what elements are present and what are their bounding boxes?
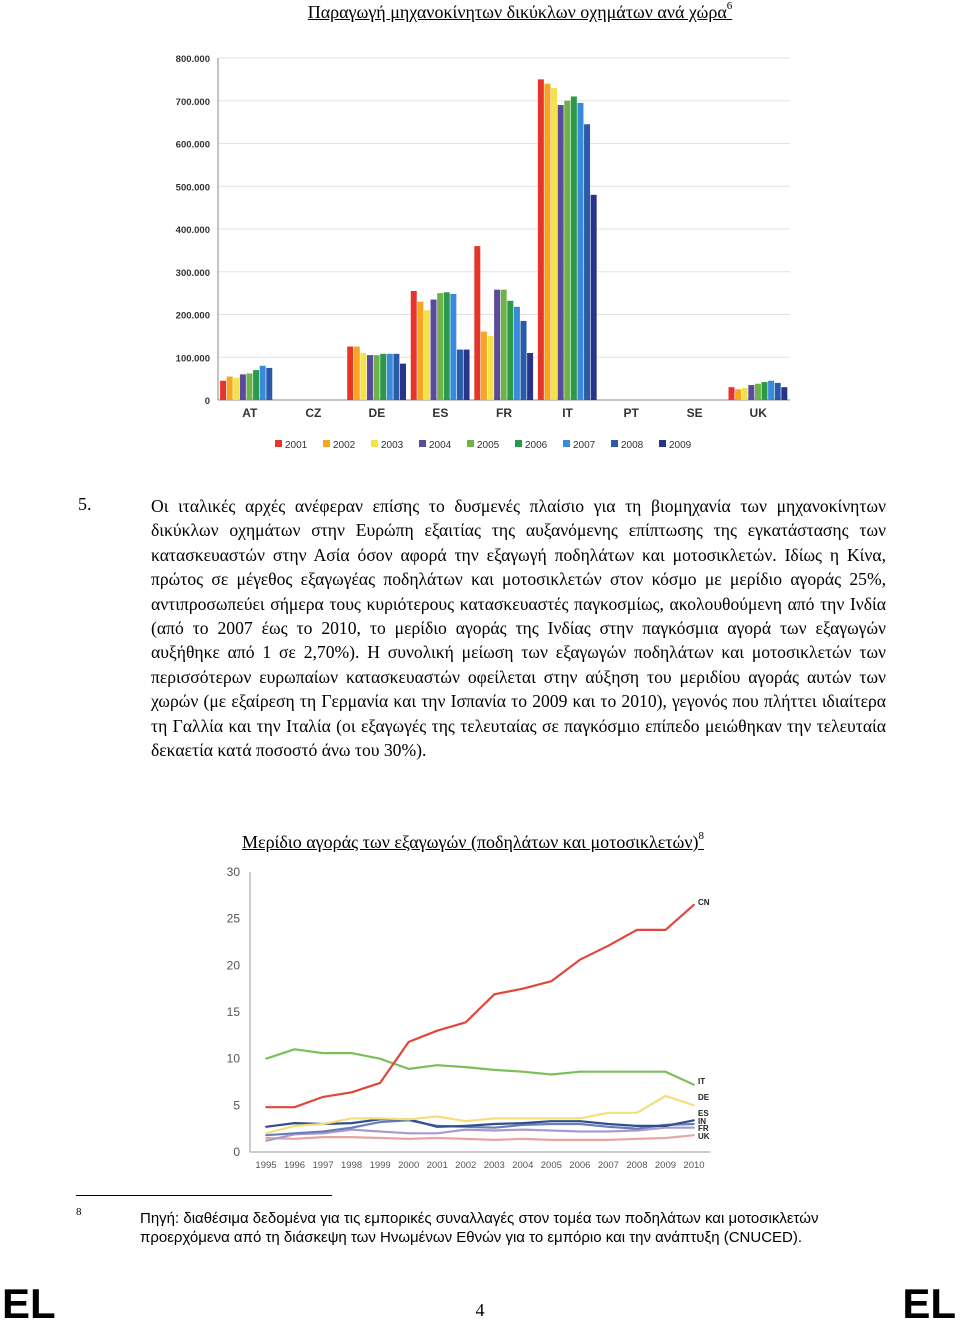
line-x-tick-label: 1998 <box>341 1160 363 1171</box>
line-point-UK <box>493 1139 495 1141</box>
line-point-ES <box>665 1125 667 1127</box>
footnote-separator <box>76 1195 332 1196</box>
bar-AT-2006 <box>253 370 259 400</box>
bar-DE-2007 <box>387 354 393 400</box>
line-point-DE <box>436 1116 438 1118</box>
legend-label: 2005 <box>477 440 500 451</box>
line-label-IN: IN <box>698 1117 706 1126</box>
line-point-DE <box>665 1095 667 1097</box>
bar-IT-2008 <box>584 124 590 400</box>
bar-UK-2001 <box>729 387 735 400</box>
legend-label: 2006 <box>525 440 548 451</box>
bar-IT-2003 <box>551 88 557 400</box>
line-x-tick-label: 2008 <box>626 1160 648 1171</box>
line-x-tick-label: 2005 <box>540 1160 562 1171</box>
legend-swatch-2001 <box>275 440 282 447</box>
line-point-UK <box>608 1139 610 1141</box>
line-point-CN <box>322 1096 324 1098</box>
line-point-UK <box>579 1139 581 1141</box>
line-point-FR <box>579 1131 581 1133</box>
chart2-title <box>242 832 704 853</box>
bar-y-tick-label: 700.000 <box>175 96 210 108</box>
line-point-UK <box>636 1138 638 1140</box>
bar-FR-2006 <box>507 301 513 400</box>
bar-AT-2001 <box>220 381 226 400</box>
legend-swatch-2002 <box>323 440 330 447</box>
line-x-tick-label: 2003 <box>483 1160 505 1171</box>
line-label-IT: IT <box>698 1077 706 1086</box>
bar-ES-2003 <box>424 310 430 400</box>
line-point-DE <box>493 1118 495 1120</box>
line-y-tick-label: 15 <box>226 1005 240 1019</box>
legend-label: 2008 <box>621 440 644 451</box>
line-point-FR <box>550 1130 552 1132</box>
line-point-FR <box>379 1131 381 1133</box>
bar-UK-2002 <box>735 389 741 400</box>
line-point-CN <box>265 1106 267 1108</box>
bar-FR-2007 <box>514 307 520 400</box>
line-point-FR <box>465 1129 467 1131</box>
paragraph-text: Οι ιταλικές αρχές ανέφεραν επίσης το δυσμενές πλαίσιο για τη βιομηχανία των μηχανοκίνητων δικύκλων οχημάτων στην Ευρώπη εξαιτίας της αυξανόμενης επίπτωσης της εγκατάστασης των κατασκευαστών στην Ασία όσον αφορά την εξαγωγή ποδηλάτων και μοτοσικλετών. Ιδίως η Κίνα, πρώτος σε μέγεθος εξαγωγέας ποδηλάτων και μοτοσικλετών στον κόσμο με μερίδιο αγοράς 25%, αντιπροσωπεύει σήμερα τους κυριότερους κατασκευαστές παγκοσμίως, ακολουθούμενη από την Ινδία (από το 2007 έως το 2010, το μερίδιο αγοράς της Ινδίας στην παγκόσμια αγορά των εξαγωγών αυξήθηκε από 1 σε 2,70%). Η συνολική μείωση των εξαγωγών ποδηλάτων και μοτοσικλετών των περισσότερων ευρωπαίων κατασκευαστών οφείλεται στην αύξηση του μεριδίου αγοράς αυτών των χωρών (με εξαίρεση τη Γερμανία και την Ισπανία το 2009 και το 2010), γεγονός που πλήττει ιδιαίτερα τη Γαλλία και την Ιταλία (οι εξαγωγές της τελευταίας σε παγκόσμιο επίπεδο μειώθηκαν την τελευταία δεκαετία κατά ποσοστό άνω του 30%). <box>151 496 886 761</box>
legend-swatch-2006 <box>515 440 522 447</box>
line-point-ES <box>693 1119 695 1121</box>
line-point-IT <box>265 1058 267 1060</box>
line-y-tick-label: 20 <box>226 958 240 973</box>
line-point-IN <box>351 1127 353 1129</box>
bar-x-tick-label: SE <box>686 406 703 420</box>
bar-ES-2002 <box>417 302 423 400</box>
bar-x-tick-label: AT <box>242 406 258 420</box>
line-point-DE <box>351 1118 353 1120</box>
bar-x-tick-label: DE <box>368 406 386 420</box>
chart2-title-text: Μερίδιο αγοράς των εξαγωγών (ποδηλάτων και μοτοσικλετών) <box>242 832 699 852</box>
line-point-FR <box>408 1132 410 1134</box>
bar-DE-2003 <box>360 353 366 400</box>
bar-UK-2007 <box>768 381 774 400</box>
line-point-IT <box>465 1066 467 1068</box>
line-series-UK <box>266 1135 694 1140</box>
line-point-IT <box>408 1068 410 1070</box>
line-point-UK <box>522 1138 524 1140</box>
line-label-UK: UK <box>698 1132 710 1141</box>
line-x-tick-label: 1999 <box>369 1160 391 1171</box>
line-point-CN <box>579 959 581 961</box>
bar-y-tick-label: 800.000 <box>175 54 210 65</box>
line-point-FR <box>665 1127 667 1129</box>
line-point-IN <box>322 1131 324 1133</box>
line-point-IT <box>493 1069 495 1071</box>
bar-IT-2007 <box>577 103 583 400</box>
legend-swatch-2005 <box>467 440 474 447</box>
language-code-left: EL <box>2 1280 56 1327</box>
line-point-DE <box>322 1123 324 1125</box>
line-point-CN <box>636 929 638 931</box>
line-point-UK <box>294 1138 296 1140</box>
line-x-tick-label: 1997 <box>312 1160 334 1171</box>
line-point-UK <box>379 1137 381 1139</box>
line-point-ES <box>636 1125 638 1127</box>
bar-y-tick-label: 100.000 <box>175 353 210 365</box>
line-y-tick-label: 0 <box>233 1145 240 1159</box>
line-point-DE <box>636 1112 638 1114</box>
bar-AT-2005 <box>246 373 252 400</box>
line-point-CN <box>436 1030 438 1032</box>
line-x-tick-label: 2004 <box>512 1160 534 1171</box>
bar-DE-2002 <box>354 347 360 400</box>
line-point-FR <box>493 1130 495 1132</box>
legend-swatch-2007 <box>563 440 570 447</box>
line-point-IN <box>493 1127 495 1129</box>
chart2-title-footnote-ref: 8 <box>698 830 704 842</box>
line-point-IT <box>322 1052 324 1054</box>
chart1-title-footnote-ref: 6 <box>726 0 733 12</box>
bar-IT-2004 <box>558 105 564 400</box>
production-bar-chart <box>160 40 800 460</box>
line-series-CN <box>266 905 694 1107</box>
bar-UK-2008 <box>775 383 781 400</box>
legend-label: 2009 <box>669 440 692 451</box>
line-point-FR <box>522 1129 524 1131</box>
line-point-IT <box>579 1071 581 1073</box>
line-point-CN <box>493 993 495 995</box>
line-y-tick-label: 5 <box>233 1098 240 1113</box>
legend-swatch-2004 <box>419 440 426 447</box>
bar-IT-2002 <box>544 84 550 400</box>
bar-DE-2001 <box>347 347 353 400</box>
line-point-DE <box>465 1120 467 1122</box>
bar-UK-2004 <box>748 385 754 400</box>
bar-x-tick-label: UK <box>749 406 767 420</box>
legend-label: 2004 <box>429 440 452 451</box>
bar-y-tick-label: 500.000 <box>175 182 210 194</box>
line-point-CN <box>408 1041 410 1043</box>
line-point-DE <box>265 1132 267 1134</box>
line-point-ES <box>522 1122 524 1124</box>
line-point-IT <box>550 1074 552 1076</box>
line-label-CN: CN <box>698 898 710 907</box>
line-point-IN <box>550 1123 552 1125</box>
bar-AT-2008 <box>266 368 272 400</box>
line-point-DE <box>408 1118 410 1120</box>
line-point-UK <box>436 1137 438 1139</box>
line-point-CN <box>465 1021 467 1023</box>
line-point-CN <box>379 1082 381 1084</box>
line-point-IT <box>522 1071 524 1073</box>
bar-ES-2005 <box>437 293 443 400</box>
line-point-FR <box>322 1132 324 1134</box>
export-share-line-chart <box>215 860 725 1180</box>
line-point-IN <box>379 1121 381 1123</box>
legend-label: 2001 <box>285 440 308 451</box>
bar-DE-2006 <box>380 354 386 400</box>
line-point-IT <box>379 1058 381 1060</box>
line-point-CN <box>351 1091 353 1093</box>
bar-y-tick-label: 0 <box>204 396 210 407</box>
line-point-CN <box>550 980 552 982</box>
line-point-FR <box>636 1130 638 1132</box>
line-point-DE <box>522 1118 524 1120</box>
bar-ES-2004 <box>431 300 437 400</box>
paragraph-number: 5. <box>78 494 92 514</box>
bar-IT-2009 <box>591 195 597 400</box>
line-point-IN <box>265 1134 267 1136</box>
line-series-IT <box>266 1049 694 1085</box>
line-x-tick-label: 2002 <box>455 1160 477 1171</box>
bar-ES-2007 <box>450 294 456 400</box>
line-point-IN <box>294 1132 296 1134</box>
line-y-tick-label: 25 <box>226 911 240 926</box>
line-point-FR <box>693 1127 695 1129</box>
line-point-IT <box>294 1048 296 1050</box>
line-point-ES <box>608 1123 610 1125</box>
bar-FR-2005 <box>501 290 507 400</box>
bar-IT-2001 <box>538 79 544 400</box>
line-y-tick-label: 10 <box>226 1051 240 1066</box>
line-point-IT <box>351 1052 353 1054</box>
line-x-tick-label: 2010 <box>683 1160 705 1171</box>
line-point-FR <box>351 1129 353 1131</box>
line-point-ES <box>436 1126 438 1128</box>
bar-ES-2009 <box>464 350 470 400</box>
line-point-IT <box>436 1064 438 1066</box>
line-point-UK <box>322 1136 324 1138</box>
bar-AT-2002 <box>227 376 233 400</box>
line-point-CN <box>665 929 667 931</box>
bar-AT-2003 <box>233 378 239 400</box>
line-point-IT <box>636 1071 638 1073</box>
bar-DE-2009 <box>400 364 406 400</box>
line-point-ES <box>465 1125 467 1127</box>
line-point-DE <box>550 1118 552 1120</box>
line-point-DE <box>579 1118 581 1120</box>
line-point-ES <box>351 1122 353 1124</box>
line-x-tick-label: 2001 <box>426 1160 448 1171</box>
line-point-ES <box>265 1126 267 1128</box>
line-point-DE <box>294 1125 296 1127</box>
page-number: 4 <box>475 1300 485 1320</box>
bar-DE-2004 <box>367 355 373 400</box>
bar-ES-2001 <box>411 291 417 400</box>
bar-x-tick-label: PT <box>623 406 639 420</box>
bar-IT-2006 <box>571 96 577 400</box>
line-x-tick-label: 2000 <box>398 1160 420 1171</box>
legend-label: 2002 <box>333 440 356 451</box>
line-point-CN <box>693 904 695 906</box>
bar-x-tick-label: ES <box>432 406 449 420</box>
footnote-text: Πηγή: διαθέσιμα δεδομένα για τις εμπορικές συναλλαγές στον τομέα των ποδηλάτων και μοτοσικλετών προερχόμενα από τη διάσκεψη των Ηνωμένων Εθνών για το εμπόριο και την ανάπτυξη (CNUCED). <box>140 1210 819 1246</box>
line-x-tick-label: 2006 <box>569 1160 591 1171</box>
line-y-tick-label: 30 <box>226 865 240 879</box>
bar-UK-2003 <box>742 388 748 400</box>
legend-label: 2007 <box>573 440 596 451</box>
line-point-DE <box>379 1118 381 1120</box>
language-code-right: EL <box>902 1280 956 1327</box>
line-point-IN <box>636 1128 638 1130</box>
bar-y-tick-label: 600.000 <box>175 139 210 151</box>
bar-IT-2005 <box>564 101 570 400</box>
line-point-CN <box>608 945 610 947</box>
legend-label: 2003 <box>381 440 404 451</box>
line-x-tick-label: 2007 <box>597 1160 619 1171</box>
bar-DE-2008 <box>393 354 399 400</box>
line-point-UK <box>265 1137 267 1139</box>
bar-DE-2005 <box>374 355 380 400</box>
line-point-IN <box>522 1124 524 1126</box>
line-point-UK <box>665 1137 667 1139</box>
bar-ES-2008 <box>457 350 463 400</box>
line-point-DE <box>608 1112 610 1114</box>
line-point-DE <box>693 1104 695 1106</box>
footnote-number: 8 <box>76 1206 82 1218</box>
line-point-FR <box>608 1131 610 1133</box>
line-x-tick-label: 1996 <box>283 1160 306 1171</box>
bar-FR-2004 <box>494 290 500 400</box>
bar-ES-2006 <box>444 292 450 400</box>
line-point-IN <box>579 1123 581 1125</box>
legend-swatch-2003 <box>371 440 378 447</box>
line-point-CN <box>522 988 524 990</box>
bar-y-tick-label: 400.000 <box>175 225 210 236</box>
line-x-tick-label: 1995 <box>255 1160 277 1171</box>
bar-AT-2004 <box>240 374 246 400</box>
bar-FR-2001 <box>474 246 480 400</box>
line-point-ES <box>579 1120 581 1122</box>
bar-x-tick-label: IT <box>562 406 573 420</box>
chart1-title <box>0 2 960 23</box>
line-point-FR <box>265 1140 267 1142</box>
line-point-ES <box>294 1122 296 1124</box>
line-x-tick-label: 2009 <box>654 1160 677 1171</box>
line-point-IN <box>608 1126 610 1128</box>
line-point-ES <box>550 1120 552 1122</box>
bar-UK-2006 <box>762 382 768 400</box>
bar-UK-2009 <box>781 387 787 400</box>
line-point-UK <box>408 1138 410 1140</box>
line-point-IT <box>693 1084 695 1086</box>
bar-FR-2003 <box>488 336 494 400</box>
legend-swatch-2009 <box>659 440 666 447</box>
chart1-title-text: Παραγωγή μηχανοκίνητων δικύκλων οχημάτων ανά χώρα <box>307 2 727 22</box>
bar-FR-2008 <box>521 321 527 400</box>
line-point-UK <box>465 1138 467 1140</box>
line-point-IN <box>693 1123 695 1125</box>
bar-x-tick-label: FR <box>496 406 512 420</box>
bar-AT-2007 <box>260 366 266 400</box>
bar-FR-2009 <box>527 353 533 400</box>
line-label-FR: FR <box>698 1124 709 1133</box>
line-point-IT <box>665 1071 667 1073</box>
bar-UK-2005 <box>755 384 761 400</box>
line-point-CN <box>294 1106 296 1108</box>
line-point-ES <box>493 1123 495 1125</box>
line-point-IT <box>608 1071 610 1073</box>
bar-y-tick-label: 300.000 <box>175 267 210 279</box>
line-point-UK <box>351 1136 353 1138</box>
line-label-DE: DE <box>698 1093 710 1102</box>
bar-x-tick-label: CZ <box>305 406 322 420</box>
line-point-UK <box>693 1134 695 1136</box>
bar-FR-2002 <box>481 332 487 400</box>
line-point-UK <box>550 1139 552 1141</box>
line-point-FR <box>436 1132 438 1134</box>
legend-swatch-2008 <box>611 440 618 447</box>
bar-y-tick-label: 200.000 <box>175 310 210 322</box>
line-label-ES: ES <box>698 1109 709 1118</box>
